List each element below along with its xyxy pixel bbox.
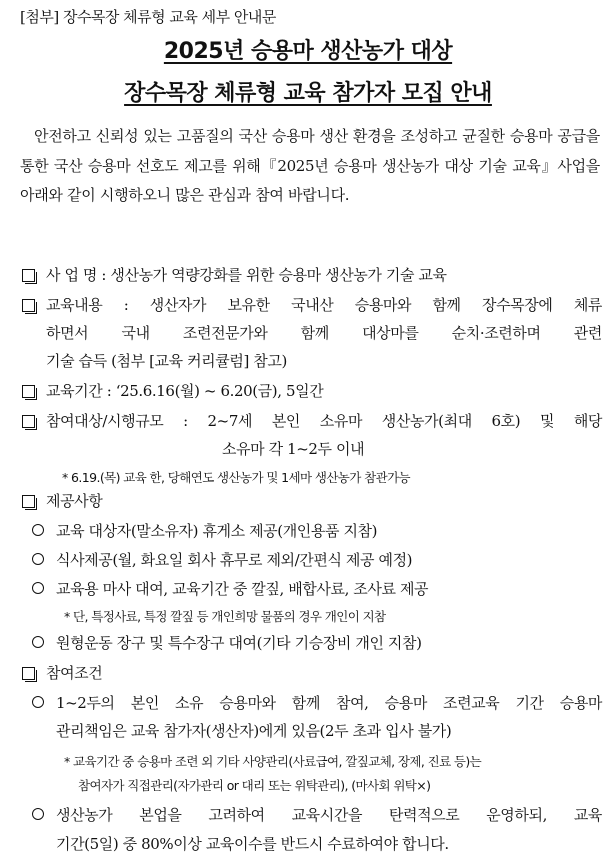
- checkbox-square-icon: [22, 415, 35, 428]
- circle-bullet-icon: [32, 582, 44, 594]
- circle-bullet-icon: [32, 636, 44, 648]
- circle-bullet-icon: [32, 553, 44, 565]
- notice-page: [첨부] 장수목장 체류형 교육 세부 안내문 2025년 승용마 생산농가 대상 장수목장 체류형 교육 참가자 모집 안내 안전하고 신뢰성 있는 고품질의 국산 승용마 생산 환경을 조성하고 균질한 승용마 공급을 통한 국산 승용마 선호도 제고를 위해『2025년 승용마 생산농가 대상 기술 교육』사업을 아래와 같이 시행하오니 많은 관심과 참여 바랍니다. 사 업 명 : 생산농가 역량강화를 위한 승용마 생산농가 기술 교육 교육내용 : 생산자가 보유한 국내산 승용마와 함께 장수목장에 체류 하면서 국내 조련전문가와 함께 대상마를 순치·조련하며 관련 기술 습득 (첨부 [교육 커리큘럼] 참고) 교육기간 : ‘25.6.16(월) ~ 6.20(금), 5일간 참여대상/시행규모 : 2~7세 본인 소유마 생산농가(최대 6호) 및 해당 소유마 각 1~2두 이내 * 6.19.(목) 교육 한, 당해연도 생산농가 및 1세마 생산농가 참관가능 제공사항 교육 대상자(말소유자) 휴게소 제공(개인용품 지참) 식사제공(월, 화요일 회사 휴무로 제외/간편식 제공 예정) 교육용 마사 대여, 교육기간 중 깔짚, 배합사료, 조사료 제공 * 단, 특정사료, 특정 깔짚 등 개인희망 물품의 경우 개인이 지참 원형운동 장구 및 특수장구 대여(기타 기승장비 개인 지참) 참여조건 1~2두의 본인 소유 승용마와 함께 참여, 승용마 조련교육 기간 승용마 관리책임은 교육 참가자(생산자)에게 있음(2두 초과 입사 불가) * 교육기간 중 승용마 조련 외 기타 사양관리(사료급여, 깔짚교체, 장제, 진료 등)는 참여자가 직접관리(자가관리 or 대리 또는 위탁관리), (마사회 위탁×) 생산농가 본업을 고려하여 교육시간을 탄력적으로 운영하되, 교육 기간(5일) 중 80%이상 교육이수를 반드시 수료하여야 합니다.: [0, 0, 616, 856]
- checkbox-square-icon: [22, 495, 35, 508]
- circle-bullet-icon: [32, 696, 44, 708]
- circle-bullet-icon: [32, 808, 44, 820]
- checkbox-square-icon: [22, 667, 35, 680]
- intro-paragraph: 안전하고 신뢰성 있는 고품질의 국산 승용마 생산 환경을 조성하고 균질한 승용마 공급을 통한 국산 승용마 선호도 제고를 위해『2025년 승용마 생산농가 대상 기술 교육』사업을 아래와 같이 시행하오니 많은 관심과 참여 바랍니다.: [20, 127, 600, 204]
- circle-bullet-icon: [32, 524, 44, 536]
- checkbox-square-icon: [22, 299, 35, 312]
- attachment-label: [첨부] 장수목장 체류형 교육 세부 안내문: [20, 8, 276, 26]
- checkbox-square-icon: [22, 269, 35, 282]
- checkbox-square-icon: [22, 385, 35, 398]
- title-line-2: 장수목장 체류형 교육 참가자 모집 안내: [124, 81, 492, 106]
- title-line-1: 2025년 승용마 생산농가 대상: [163, 39, 453, 64]
